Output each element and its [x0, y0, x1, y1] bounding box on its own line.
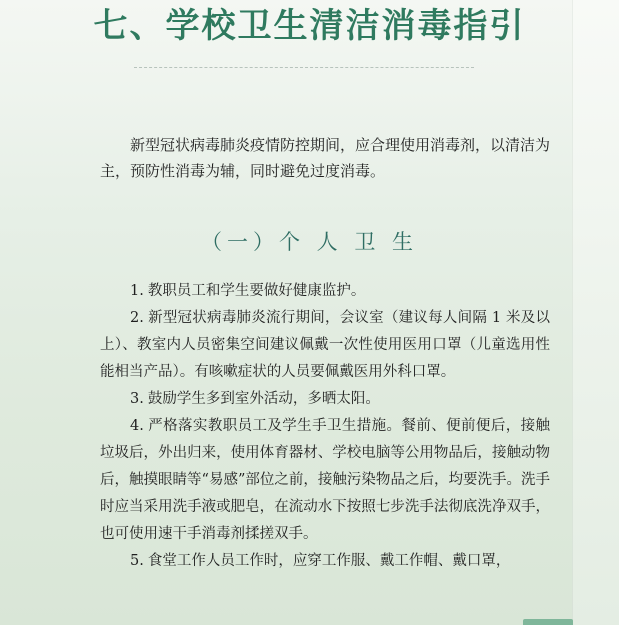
- list-item-number: 2.: [130, 310, 144, 326]
- list-item-number: 1.: [130, 283, 144, 299]
- intro-paragraph: 新型冠状病毒肺炎疫情防控期间，应合理使用消毒剂，以清洁为主，预防性消毒为辅，同时避免过度消毒。: [100, 136, 551, 180]
- list-item-number: 5.: [130, 553, 144, 569]
- list-item-text: 鼓励学生多到室外活动，多晒太阳。: [147, 391, 380, 407]
- list-item: [100, 413, 550, 548]
- page-title: 七、学校卫生清洁消毒指引: [93, 6, 526, 46]
- list-item-text: 严格落实教职员工及学生手卫生措施。餐前、便前便后，接触垃圾后，外出归来，使用体育器材、学校电脑等公用物品后，接触动物后，触摸眼睛等“易感”部位之前，接触污染物品之后，均要洗手。洗手时应当采用洗手液或肥皂，在流动水下按照七步洗手法彻底洗净双手，也可使用速干手消毒剂揉搓双手。: [100, 418, 550, 542]
- list-item-text: 教职员工和学生要做好健康监护。: [147, 283, 366, 299]
- section-title: （一）个 人 卫 生: [200, 230, 419, 254]
- list-item-text: 新型冠状病毒肺炎流行期间，会议室（建议每人间隔 1 米及以上）、教室内人员密集空间建议佩戴一次性使用医用口罩（儿童选用性能相当产品）。有咳嗽症状的人员要佩戴医用外科口罩。: [100, 310, 550, 380]
- title-divider: [134, 67, 474, 68]
- list-item-number: 3.: [130, 391, 144, 407]
- list-item: [100, 278, 550, 305]
- list-item-number: 4.: [130, 418, 144, 434]
- page-corner-tab: [523, 619, 573, 625]
- list-item: [100, 548, 550, 575]
- list-item: [100, 305, 550, 386]
- page-edge-strip: [572, 0, 619, 625]
- list-item-text: 食堂工作人员工作时，应穿工作服、戴工作帽、戴口罩，: [147, 553, 511, 569]
- list-item: [100, 386, 550, 413]
- hygiene-list: [100, 278, 550, 575]
